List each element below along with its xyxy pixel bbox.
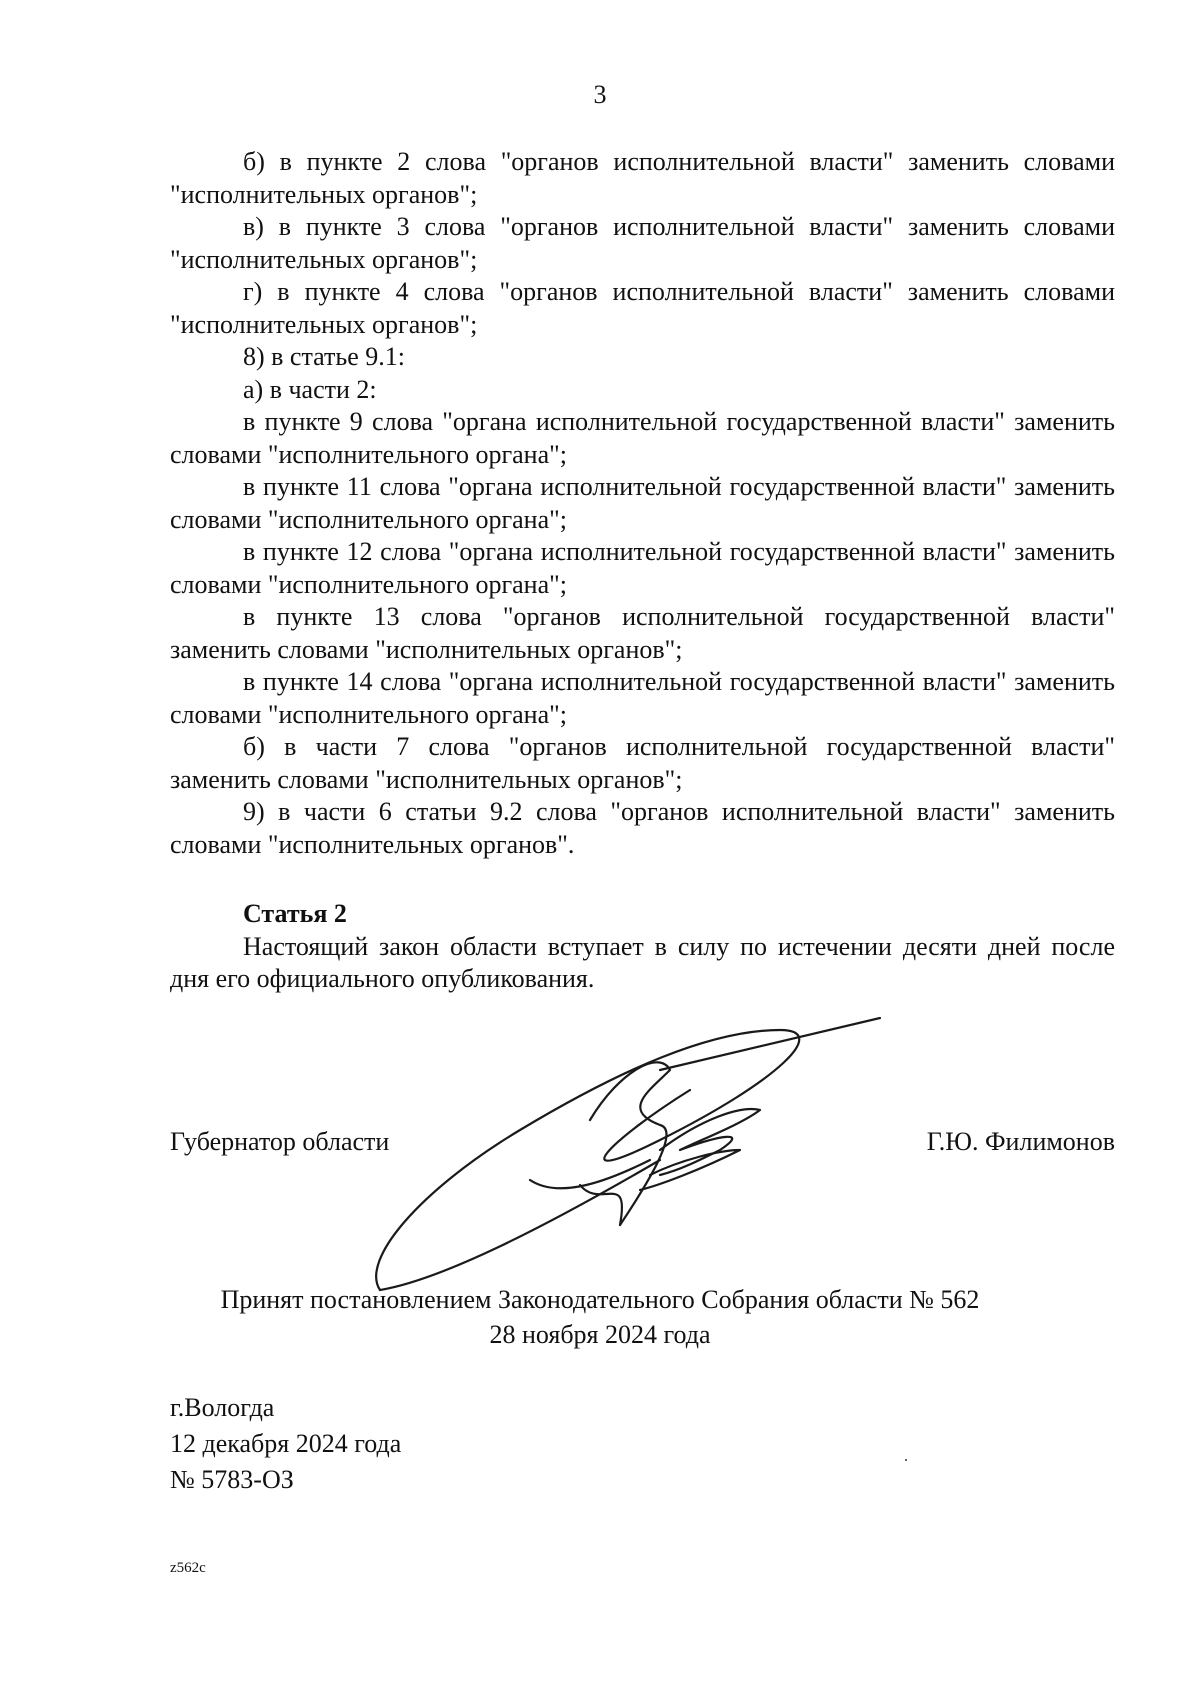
page-number: 3 [593, 80, 607, 109]
amendments-list [170, 146, 1115, 861]
paragraph: в пункте 14 слова "органа исполнительной государственной власти" заменить словами "исполнительного органа"; [170, 667, 1115, 729]
document-code: z562c [170, 1560, 206, 1576]
adoption-note [0, 1282, 1200, 1352]
paragraph: 9) в части 6 статьи 9.2 слова "органов исполнительной власти" заменить словами "исполнительных органов". [170, 797, 1115, 859]
article-heading: Статья 2 [243, 899, 347, 928]
place-and-date [170, 1390, 401, 1498]
article-2 [170, 898, 1115, 996]
scan-speck [905, 1459, 907, 1461]
adoption-resolution: Принят постановлением Законодательного Собрания области № 562 [220, 1285, 980, 1314]
paragraph: б) в пункте 2 слова "органов исполнительной власти" заменить словами "исполнительных органов"; [170, 147, 1115, 209]
governor-name: Г.Ю. Филимонов [926, 1127, 1115, 1156]
paragraph: 8) в статье 9.1: [243, 342, 406, 371]
governor-title: Губернатор области [170, 1127, 390, 1156]
paragraph: а) в части 2: [243, 374, 377, 404]
paragraph: б) в части 7 слова "органов исполнительной государственной власти" заменить словами "исполнительных органов"; [170, 732, 1115, 794]
article-text: Настоящий закон области вступает в силу по истечении десяти дней после дня его официального опубликования. [170, 931, 1115, 993]
law-number: № 5783-ОЗ [170, 1465, 294, 1494]
paragraph: в пункте 12 слова "органа исполнительной государственной власти" заменить словами "исполнительного органа"; [170, 537, 1115, 599]
signing-date: 12 декабря 2024 года [170, 1429, 402, 1458]
city: г.Вологда [170, 1393, 275, 1422]
adoption-date: 28 ноября 2024 года [489, 1320, 711, 1349]
paragraph: г) в пункте 4 слова "органов исполнительной власти" заменить словами "исполнительных органов"; [170, 277, 1115, 339]
paragraph: в пункте 9 слова "органа исполнительной государственной власти" заменить словами "исполнительного органа"; [170, 407, 1115, 469]
paragraph: в) в пункте 3 слова "органов исполнительной власти" заменить словами "исполнительных органов"; [170, 212, 1115, 274]
paragraph: в пункте 11 слова "органа исполнительной государственной власти" заменить словами "исполнительного органа"; [170, 472, 1115, 534]
handwritten-signature [360, 1010, 980, 1310]
paragraph: в пункте 13 слова "органов исполнительной государственной власти" заменить словами "исполнительных органов"; [170, 602, 1115, 664]
